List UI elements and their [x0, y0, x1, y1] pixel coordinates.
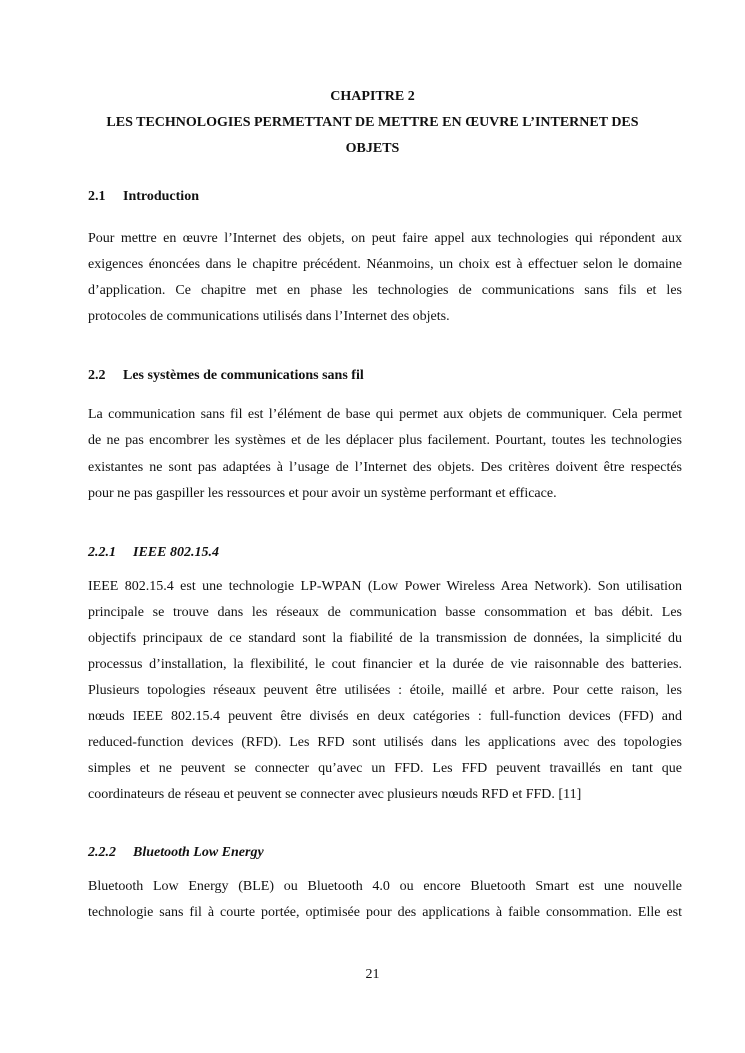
section-heading-introduction: [88, 188, 199, 206]
section-number: 2.2.1: [88, 545, 116, 560]
paragraph-line: reduced-function devices (RFD). Les RFD sont utilisés dans les applications avec des topologies: [88, 735, 682, 750]
subsection-heading-bluetooth-low-energy: [88, 844, 264, 862]
subsection-heading-ieee-802-15-4: [88, 544, 219, 562]
chapter-title-line-1: LES TECHNOLOGIES PERMETTANT DE METTRE EN ŒUVRE L’INTERNET DES: [106, 115, 639, 130]
paragraph-line: existantes ne sont pas adaptées à l’usage de l’Internet des objets. Des critères doivent être respectés: [88, 460, 682, 475]
paragraph-line: Bluetooth Low Energy (BLE) ou Bluetooth 4.0 ou encore Bluetooth Smart est une nouvelle: [88, 879, 682, 894]
section-title: Bluetooth Low Energy: [133, 845, 264, 860]
paragraph-line: IEEE 802.15.4 est une technologie LP-WPAN (Low Power Wireless Area Network). Son utilisation: [88, 579, 682, 594]
paragraph-line: pour ne pas gaspiller les ressources et pour avoir un système performant et efficace.: [88, 486, 557, 501]
paragraph-line: d’application. Ce chapitre met en phase les technologies de communications sans fils et les: [88, 283, 682, 298]
paragraph-line: Plusieurs topologies réseaux peuvent être utilisées : étoile, maillé et arbre. Pour cette raison, les: [88, 683, 682, 698]
paragraph-line: nœuds IEEE 802.15.4 peuvent être divisés en deux catégories : full-function devices (FFD) and: [88, 709, 682, 724]
paragraph-line: coordinateurs de réseau et peuvent se connecter avec plusieurs nœuds RFD et FFD. [11]: [88, 787, 582, 802]
section-number: 2.2: [88, 368, 106, 383]
paragraph-line: exigences énoncées dans le chapitre précédent. Néanmoins, un choix est à effectuer selon le domaine: [88, 257, 682, 272]
section-number: 2.2.2: [88, 845, 116, 860]
section-title: IEEE 802.15.4: [133, 545, 219, 560]
section-title: Introduction: [123, 189, 199, 204]
paragraph-line: principale se trouve dans les réseaux de communication basse consommation et bas débit. Les: [88, 605, 682, 620]
paragraph-line: de ne pas encombrer les systèmes et de les déplacer plus facilement. Pourtant, toutes les technologies: [88, 433, 682, 448]
page-number: 21: [365, 967, 380, 982]
section-number: 2.1: [88, 189, 106, 204]
paragraph-line: technologie sans fil à courte portée, optimisée pour des applications à faible consommation. Elle est: [88, 905, 682, 920]
paragraph-line: La communication sans fil est l’élément de base qui permet aux objets de communiquer. Cela permet: [88, 407, 682, 422]
paragraph-line: simples et ne peuvent se connecter qu’avec un FFD. Les FFD peuvent travaillés en tant que: [88, 761, 682, 776]
paragraph-line: processus d’installation, la flexibilité, le cout financier et la durée de vie raisonnable des batteries.: [88, 657, 682, 672]
paragraph-line: objectifs principaux de ce standard sont la fiabilité de la transmission de données, la simplicité du: [88, 631, 682, 646]
chapter-label: CHAPITRE 2: [330, 89, 415, 104]
paragraph-line: protocoles de communications utilisés dans l’Internet des objets.: [88, 309, 450, 324]
chapter-title-line-2: OBJETS: [345, 141, 400, 156]
section-heading-wireless-systems: [88, 367, 364, 385]
section-title: Les systèmes de communications sans fil: [123, 368, 364, 383]
paragraph-line: Pour mettre en œuvre l’Internet des objets, on peut faire appel aux technologies qui répondent aux: [88, 231, 682, 246]
